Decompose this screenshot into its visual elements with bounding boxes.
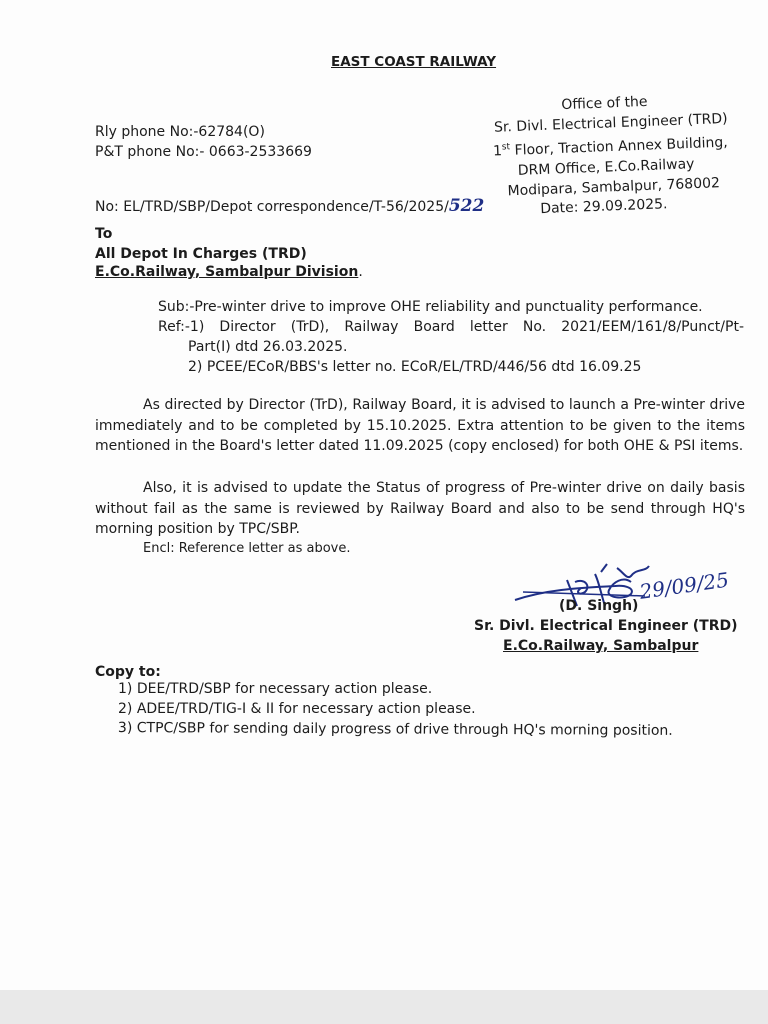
letter-number: No: EL/TRD/SBP/Depot correspondence/T-56/2025/522	[95, 196, 485, 216]
letter-date: Date: 29.09.2025.	[539, 195, 668, 217]
copy-to-item-3: 3) CTPC/SBP for sending daily progress of drive through HQ's morning position.	[117, 720, 673, 739]
reference-1: Ref:-1) Director (TrD), Railway Board letter No. 2021/EEM/161/8/Punct/Pt-	[158, 319, 744, 335]
addressee-line-2: E.Co.Railway, Sambalpur Division.	[95, 264, 363, 280]
copy-to-heading: Copy to:	[95, 664, 161, 680]
body-paragraph-1: As directed by Director (TrD), Railway Board, it is advised to launch a Pre-winter drive immediately and to be completed by 15.10.2025. Extra attention to be given to the items mentioned in the Board's letter dated 11.09.2025 (copy enclosed) for both OHE & PSI items.	[95, 397, 745, 454]
pt-phone: P&T phone No:- 0663-2533669	[95, 144, 312, 160]
reference-1-cont: Part(I) dtd 26.03.2025.	[188, 339, 348, 355]
reference-2: 2) PCEE/ECoR/BBS's letter no. ECoR/EL/TRD/446/56 dtd 16.09.25	[188, 359, 642, 375]
to-label: To	[95, 226, 113, 242]
signatory-organisation: E.Co.Railway, Sambalpur	[503, 638, 699, 654]
office-line-1: Office of the	[561, 93, 648, 114]
office-line-3: 1st Floor, Traction Annex Building,	[492, 134, 728, 160]
page-bottom-shadow	[0, 990, 768, 1024]
signatory-name: (D. Singh)	[559, 598, 639, 614]
copy-to-item-2: 2) ADEE/TRD/TIG-I & II for necessary action please.	[118, 700, 476, 717]
office-line-5: Modipara, Sambalpur, 768002	[507, 174, 721, 199]
rly-phone: Rly phone No:-62784(O)	[95, 124, 265, 140]
signatory-designation: Sr. Divl. Electrical Engineer (TRD)	[474, 618, 738, 634]
handwritten-dispatch-no: 522	[448, 196, 485, 216]
office-address-block	[488, 89, 731, 221]
subject-line: Sub:-Pre-winter drive to improve OHE reliability and punctuality performance.	[158, 299, 703, 315]
office-line-4: DRM Office, E.Co.Railway	[517, 155, 695, 179]
body-paragraph-2: Also, it is advised to update the Status of progress of Pre-winter drive on daily basis without fail as the same is reviewed by Railway Board and also to be send through HQ's morning position by TPC/SBP.	[95, 480, 745, 537]
handwritten-sign-date: 29/09/25	[638, 567, 731, 604]
copy-to-item-1: 1) DEE/TRD/SBP for necessary action please.	[118, 681, 433, 697]
letter-title: EAST COAST RAILWAY	[331, 54, 497, 70]
addressee-line-1: All Depot In Charges (TRD)	[95, 246, 307, 262]
office-line-2: Sr. Divl. Electrical Engineer (TRD)	[493, 110, 728, 136]
copy-to-list	[118, 680, 673, 739]
enclosure-note: Encl: Reference letter as above.	[143, 541, 351, 556]
